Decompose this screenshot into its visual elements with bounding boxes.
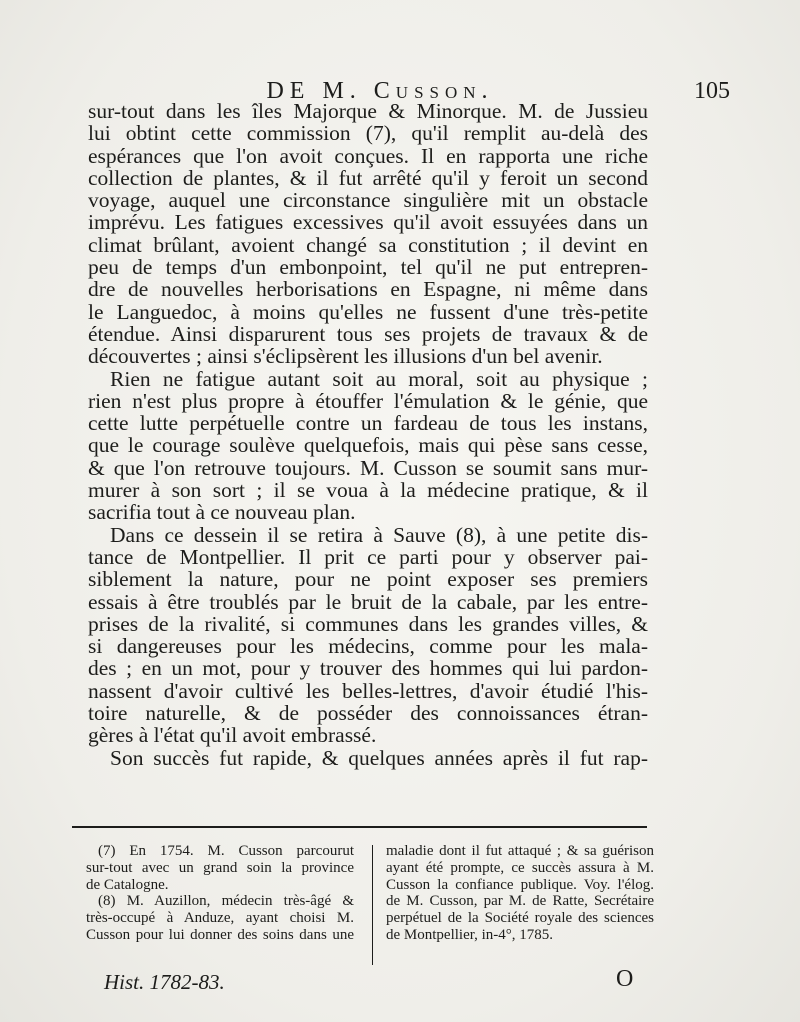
footnote-line: de M. Cusson, par M. de Ratte, Secrétaire: [386, 893, 654, 910]
text-line: prises de la rivalité, si communes dans les grandes villes, &: [88, 611, 648, 636]
text-line: lui obtint cette commission (7), qu'il remplit au-delà des: [88, 121, 648, 146]
footnote-line: maladie dont il fut attaqué ; & sa guérison: [386, 843, 654, 859]
text-line: siblement la nature, pour ne point exposer ses premiers: [88, 567, 648, 592]
text-line: dre de nouvelles herborisations en Espagne, ni même dans: [88, 277, 648, 302]
footnote-line: très-occupé à Anduze, ayant choisi M.: [86, 910, 354, 927]
text-line: tance de Montpellier. Il prit ce parti pour y observer pai-: [88, 544, 648, 569]
text-line: nassent d'avoir cultivé les belles-lettres, d'avoir étudié l'his-: [88, 678, 648, 703]
text-line: le Languedoc, à moins qu'elles ne fussent d'une très-petite: [88, 299, 648, 324]
text-line: sacrifia tout à ce nouveau plan.: [88, 500, 356, 525]
main-text: [88, 100, 648, 769]
footnote-column-divider: [372, 845, 373, 965]
text-line: cette lutte perpétuelle contre un fardeau de tous les instans,: [88, 411, 648, 436]
text-line: espérances que l'on avoit conçues. Il en rapporta une riche: [88, 143, 648, 168]
footnote-column-right: [386, 843, 654, 944]
text-line: étendue. Ainsi disparurent tous ses projets de travaux & de: [88, 321, 648, 346]
text-line: & que l'on retrouve toujours. M. Cusson se soumit sans mur-: [88, 455, 648, 480]
footnote-column-left: [86, 843, 354, 944]
text-line: murer à son sort ; il se voua à la médecine pratique, & il: [88, 478, 648, 503]
footnote-line: de Montpellier, in-4°, 1785.: [386, 926, 554, 943]
text-line: si dangereuses pour les médecins, comme pour les mala-: [88, 634, 648, 659]
footnote-line: perpétuel de la Société royale des sciences: [386, 910, 654, 927]
running-title: DE M. Cusson.: [266, 78, 494, 104]
footnote-line: sur-tout avec un grand soin la province: [86, 859, 354, 876]
text-line: que le courage soulève quelquefois, mais qui pèse sans cesse,: [88, 433, 648, 458]
footnote-line: Cusson la confiance publique. Voy. l'élog.: [386, 876, 654, 893]
footnotes: [86, 843, 652, 973]
text-line: toire naturelle, & de posséder des connoissances étran-: [88, 701, 648, 726]
catchword: O: [616, 966, 634, 992]
footnote-line: de Catalogne.: [86, 876, 169, 893]
text-line: essais à être troublés par le bruit de la cabale, par les entre-: [88, 589, 648, 614]
footnote-rule: [72, 826, 647, 828]
signature-mark: Hist. 1782-83.: [104, 970, 225, 994]
footnote-line: (8) M. Auzillon, médecin très-âgé &: [98, 893, 354, 910]
text-line: peu de temps d'un embonpoint, tel qu'il ne put entrepren-: [88, 255, 648, 280]
text-line: sur-tout dans les îles Majorque & Minorque. M. de Jussieu: [88, 99, 648, 123]
text-line: découvertes ; ainsi s'éclipsèrent les illusions d'un bel avenir.: [88, 344, 603, 369]
text-line: gères à l'état qu'il avoit embrassé.: [88, 723, 377, 748]
text-line: collection de plantes, & il fut arrêté qu'il y feroit un second: [88, 165, 648, 190]
text-line: Dans ce dessein il se retira à Sauve (8), à une petite dis-: [110, 522, 648, 547]
text-line: Rien ne fatigue autant soit au moral, soit au physique ;: [110, 366, 648, 391]
text-line: des ; en un mot, pour y trouver des hommes qui lui pardon-: [88, 656, 648, 681]
footnote-line: Cusson pour lui donner des soins dans une: [86, 926, 354, 943]
footnote-line: ayant été prompte, ce succès assura à M.: [386, 859, 654, 876]
text-line: imprévu. Les fatigues excessives qu'il avoit essuyées dans un: [88, 210, 648, 235]
text-line: rien n'est plus propre à étouffer l'émulation & le génie, que: [88, 388, 648, 413]
page-number: 105: [694, 78, 730, 104]
text-line: Son succès fut rapide, & quelques années après il fut rap-: [110, 745, 648, 770]
text-line: climat brûlant, avoient changé sa constitution ; il devint en: [88, 232, 648, 257]
footnote-line: (7) En 1754. M. Cusson parcourut: [98, 843, 354, 859]
text-line: voyage, auquel une circonstance singulière mit un obstacle: [88, 188, 648, 213]
